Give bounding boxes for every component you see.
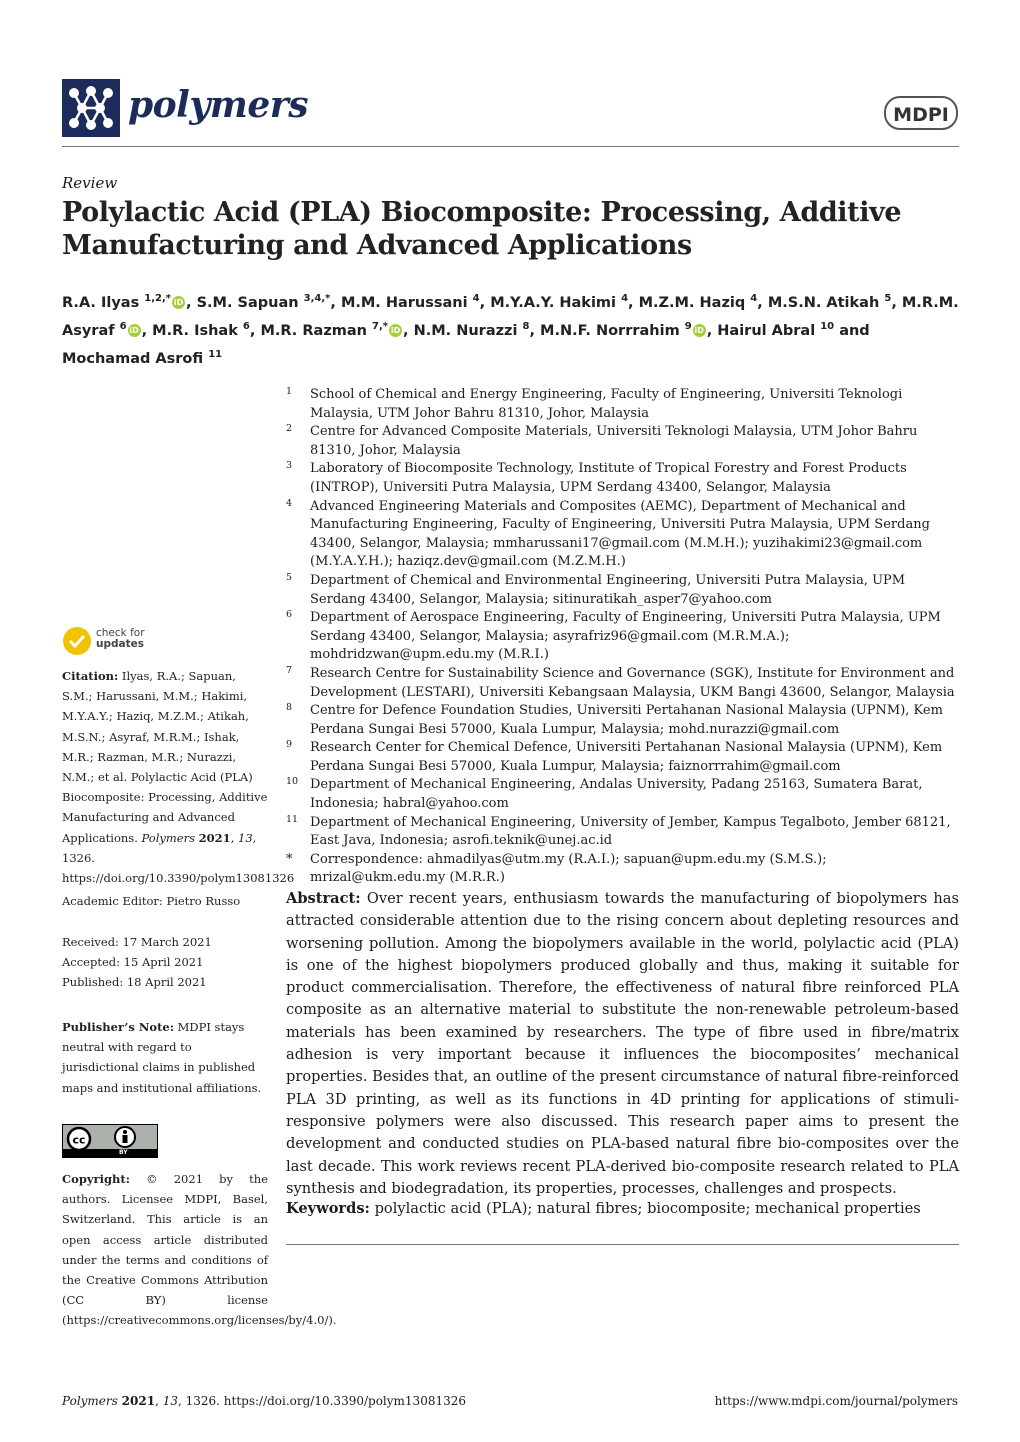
author-affiliation-sup: 6 [119,320,127,332]
citation-journal: Polymers [141,830,196,845]
affiliation-number: 1 [286,386,293,397]
affiliation-number: 7 [286,664,293,676]
author-name[interactable]: Mochamad Asrofi [62,350,209,367]
check-updates-line2: updates [96,638,144,650]
footer-url[interactable]: https://www.mdpi.com/journal/polymers [714,1394,958,1408]
abstract-label: Abstract: [286,890,361,907]
affiliation-text: Centre for Defence Foundation Studies, Universiti Pertahanan Nasional Malaysia (UPNM), Kem Perdana Sungai Besi 57000, Kuala Lumpur, Malaysia; mohd.nurazzi@gmail.com [310,703,943,737]
author-separator: , [706,322,718,339]
cc-by-badge[interactable] [62,1124,158,1158]
abstract-divider [286,1244,959,1245]
author-name[interactable]: Hairul Abral [717,322,821,339]
affiliation-number: 9 [286,739,293,751]
affiliation-text: Department of Mechanical Engineering, University of Jember, Kampus Tegalboto, Jember 68121, East Java, Indonesia; asrofi.teknik@unej.ac.id [310,814,951,849]
author-affiliation-sup: 9 [684,320,692,332]
author-affiliation-sup: 3,4,* [303,293,331,304]
affiliation-text: Centre for Advanced Composite Materials, Universiti Teknologi Malaysia, UTM Johor Bahru 81310, Johor, Malaysia [310,424,918,458]
author-name[interactable]: M.N.F. Norrrahim [540,322,685,339]
journal-logo[interactable] [62,79,120,137]
affiliation-text: School of Chemical and Energy Engineering, Faculty of Engineering, Universiti Teknologi Malaysia, UTM Johor Bahru 81310, Johor, Malaysia [310,387,903,421]
affiliation-item [286,739,962,776]
affiliation-item [286,386,962,423]
citation-label: Citation: [62,669,119,683]
orcid-icon[interactable]: iD [390,326,401,336]
footer-year: 2021 [121,1394,156,1408]
check-updates-line1: check for [96,627,145,639]
author-affiliation-sup: 10 [820,320,835,332]
affiliation-text: Department of Mechanical Engineering, Andalas University, Padang 25163, Sumatera Barat, Indonesia; habral@yahoo.com [310,777,923,812]
author-separator: , [141,322,153,339]
keywords-text: polylactic acid (PLA); natural fibres; biocomposite; mechanical properties [374,1200,921,1217]
affiliation-text: Department of Chemical and Environmental Engineering, Universiti Putra Malaysia, UPM Serdang 43400, Selangor, Malaysia; sitinuratikah_asper7@yahoo.com [310,572,906,607]
svg-text:cc: cc [72,1133,86,1147]
copyright-label: Copyright: [62,1172,130,1186]
author-separator: , [479,294,491,311]
affiliation-item [286,702,962,739]
author-name[interactable]: M.M. Harussani [340,294,473,311]
header-divider [62,146,959,147]
author-list [62,287,962,370]
cc-by-icon [63,1125,157,1157]
affiliations [286,386,962,888]
article-title: Polylactic Acid (PLA) Biocomposite: Processing, Additive Manufacturing and Advanced Applications [62,197,902,261]
author-affiliation-sup: 8 [522,320,530,332]
affiliation-item [286,498,962,572]
affiliation-item [286,665,962,702]
affiliation-item [286,609,962,665]
polymers-logo-icon [62,79,120,137]
abstract [286,888,959,1200]
authors-and: and [834,322,870,339]
author-name[interactable]: R.A. Ilyas [62,294,145,311]
author-affiliation-sup: 4 [750,293,758,304]
orcid-icon[interactable]: iD [129,326,139,336]
author-separator: , [891,294,902,311]
author-affiliation-sup: 7,* [372,320,389,332]
accepted-date: Accepted: 15 April 2021 [62,955,204,970]
author-name[interactable]: M.S.N. Atikah [767,294,885,311]
author-separator: , [628,294,639,311]
affiliation-number: 11 [286,813,299,825]
academic-editor: Academic Editor: Pietro Russo [62,894,241,908]
publishers-note [62,1017,268,1098]
citation-block: Citation: Ilyas, R.A.; Sapuan, S.M.; Harussani, M.M.; Hakimi, M.Y.A.Y.; Haziq, M.Z.M.; Atikah, M.S.N.; Asyraf, M.R.M.; Ishak, M.R.; Razman, M.R.; Nurazzi, N.M.; et al. Polylactic Acid (PLA) Biocomposite: Processing, Additive Manufacturing and Advanced Applications. Polymers 2021, 13, 1326. https://doi.org/10.3390/polym13081326 [62,669,295,886]
citation-volume: 13 [238,830,253,845]
citation-text: Ilyas, R.A.; Sapuan, S.M.; Harussani, M.M.; Hakimi, M.Y.A.Y.; Haziq, M.Z.M.; Atikah, M.S.N.; Asyraf, M.R.M.; Ishak, M.R.; Razman, M.R.; Nurazzi, N.M.; et al. Polylactic Acid (PLA) Biocomposite: Processing, Additive Manufacturing and Advanced Applications. [62,669,268,845]
correspondence [286,851,962,888]
abstract-text: Over recent years, enthusiasm towards the manufacturing of biopolymers has attracted considerable attention due to the rising concern about depleting resources and worsening pollution. Among the biopolymers available in the world, polylactic acid (PLA) is one of the highest biopolymers produced globally and thus, making it suitable for product commercialisation. Therefore, the effectiveness of natural fibre reinforced PLA composite as an alternative material to substitute the non-renewable petroleum-based materials has been examined by researchers. The type of fibre used in fibre/matrix adhesion is very important because it influences the biocomposites’ mechanical properties. Besides that, an outline of the present circumstance of natural fibre-reinforced PLA 3D printing, as well as its functions in 4D printing for applications of stimuli-responsive polymers were also discussed. This research paper aims to present the development and conducted studies on PLA-based natural fibre bio-composites over the last decade. This work reviews recent PLA-derived bio-composite research related to PLA synthesis and biodegradation, its properties, processes, challenges and prospects. [286,890,960,1197]
affiliation-number: 8 [286,702,293,714]
author-separator: , [757,294,768,311]
copyright-text: © 2021 by the authors. Licensee MDPI, Basel, Switzerland. This article is an open access article distributed under the terms and conditions of the Creative Commons Attribution (CC BY) license (https://creativecommons.org/licenses/by/4.0/). [62,1172,337,1328]
publishers-note-text: MDPI stays neutral with regard to jurisdictional claims in published maps and institutional affiliations. [62,1020,262,1095]
orcid-icon[interactable]: iD [694,326,704,336]
footer-citation: Polymers 2021, 13, 1326. https://doi.org/10.3390/polym13081326 [62,1394,466,1408]
correspondence-text: Correspondence: ahmadilyas@utm.my (R.A.I.); sapuan@upm.edu.my (S.M.S.); mrizal@ukm.edu.my (M.R.R.) [310,851,827,886]
dates-block [62,932,268,993]
affiliation-number: 5 [286,571,293,583]
author-affiliation-sup: 11 [208,348,223,360]
affiliation-item [286,572,962,609]
affiliation-item [286,460,962,497]
affiliation-text: Research Centre for Sustainability Science and Governance (SGK), Institute for Environment and Development (LESTARI), Universiti Kebangsaan Malaysia, UKM Bangi 43600, Selangor, Malaysia [310,665,955,700]
footer-volume: 13 [162,1394,178,1408]
cc-by-label: BY [119,1149,128,1156]
author-separator: , [403,322,414,339]
author-separator: , [529,322,541,339]
received-date: Received: 17 March 2021 [62,935,212,949]
author-name[interactable]: M.R. Ishak [152,322,243,339]
affiliation-text: Department of Aerospace Engineering, Faculty of Engineering, Universiti Putra Malaysia, UPM Serdang 43400, Selangor, Malaysia; asyrafriz96@gmail.com (M.R.M.A.); mohdridzwan@upm.edu.my (M.R.I.) [310,610,941,663]
article-type: Review [62,174,118,192]
affiliation-text: Laboratory of Biocomposite Technology, Institute of Tropical Forestry and Forest Products (INTROP), Universiti Putra Malaysia, UPM Serdang 43400, Selangor, Malaysia [310,461,907,495]
affiliation-number: 2 [286,423,293,435]
author-affiliation-sup: 6 [242,320,250,332]
affiliation-number: 6 [286,609,293,621]
author-separator: , [249,322,261,339]
author-name[interactable]: M.Y.A.Y. Hakimi [490,294,622,311]
affiliation-text: Research Center for Chemical Defence, Universiti Pertahanan Nasional Malaysia (UPNM), Kem Perdana Sungai Besi 57000, Kuala Lumpur, Malaysia; faiznorrrahim@gmail.com [310,740,943,774]
published-date: Published: 18 April 2021 [62,975,207,990]
author-affiliation-sup: 5 [884,293,892,304]
check-updates-icon [62,626,92,656]
author-name[interactable]: M.R. Razman [260,322,373,339]
author-name[interactable]: S.M. Sapuan [196,294,304,311]
journal-name: polymers [128,84,309,126]
author-name[interactable]: M.R.M. Asyraf [62,294,959,339]
affiliation-item [286,423,962,460]
affiliation-item [286,776,962,813]
author-separator: , [186,294,197,311]
publishers-note-label: Publisher’s Note: [62,1020,174,1034]
citation-year: 2021 [198,830,231,845]
keywords-label: Keywords: [286,1200,370,1217]
affiliation-text: Advanced Engineering Materials and Composites (AEMC), Department of Mechanical and Manufacturing Engineering, Faculty of Engineering, Universiti Putra Malaysia, UPM Serdang 43400, Selangor, Malaysia; mmharussani17@gmail.com (M.M.H.); yuzihakimi23@gmail.com (M.Y.A.Y.H.); haziqz.dev@gmail.com (M.Z.M.H.) [310,498,930,570]
correspondence-mark: * [286,851,293,867]
affiliation-number: 4 [286,497,293,509]
author-name[interactable]: N.M. Nurazzi [413,322,523,339]
author-affiliation-sup: 1,2,* [144,293,172,304]
author-separator: , [330,294,341,311]
citation-rest[interactable]: , 1326. https://doi.org/10.3390/polym13081326 [62,830,295,886]
footer-journal: Polymers [62,1394,118,1408]
publisher-logo[interactable]: MDPI [884,96,958,130]
affiliation-item [286,814,962,851]
author-affiliation-sup: 4 [472,293,480,304]
footer-doi[interactable]: , 1326. https://doi.org/10.3390/polym13081326 [177,1394,466,1408]
keywords [286,1198,959,1220]
affiliation-number: 3 [286,460,293,472]
author-affiliation-sup: 4 [621,293,629,304]
affiliation-number: 10 [286,776,299,788]
orcid-icon[interactable]: iD [173,298,184,308]
author-name[interactable]: M.Z.M. Haziq [638,294,751,311]
